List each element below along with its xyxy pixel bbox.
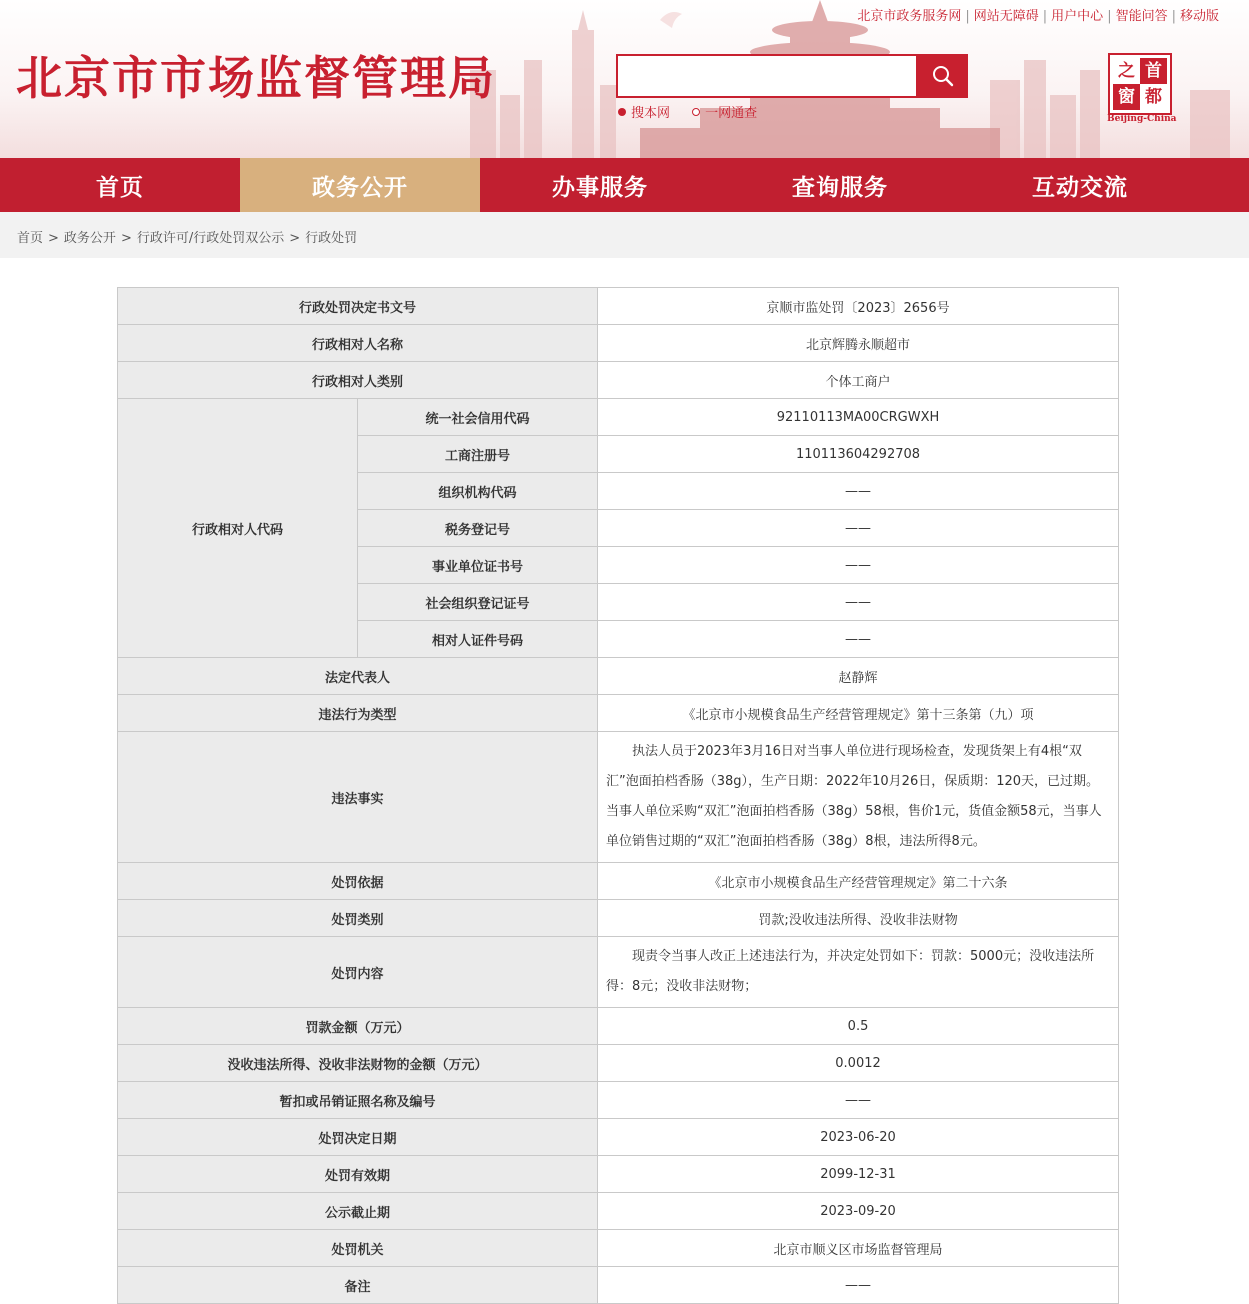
field-label: 处罚机关 [118,1230,598,1267]
table-row [118,399,1119,436]
top-link-accessibility[interactable]: 网站无障碍 [973,9,1039,24]
seal-char: 都 [1145,86,1162,107]
table-row [118,863,1119,900]
field-label: 备注 [118,1267,598,1304]
top-link-mobile[interactable]: 移动版 [1179,9,1219,24]
capital-window-seal-logo[interactable] [1108,53,1172,115]
field-label: 处罚内容 [118,937,598,1008]
field-value-id-no: —— [598,621,1119,658]
field-label: 行政相对人名称 [118,325,598,362]
top-links: 北京市政务服务网 | 网站无障碍 | 用户中心 | 智能问答 | 移动版 [857,9,1219,24]
nav-query[interactable]: 查询服务 [792,174,888,201]
breadcrumb-gov-affairs[interactable]: 政务公开 [63,231,116,246]
field-label: 处罚依据 [118,863,598,900]
table-row [118,1082,1119,1119]
field-value-institution-no: —— [598,547,1119,584]
table-row [118,1193,1119,1230]
field-sublabel: 社会组织登记证号 [358,584,598,621]
breadcrumb-dual-publicity[interactable]: 行政许可/行政处罚双公示 [136,231,285,246]
field-sublabel: 工商注册号 [358,436,598,473]
top-link-user-center[interactable]: 用户中心 [1051,9,1104,24]
table-row [118,1230,1119,1267]
nav-gov-affairs[interactable]: 政务公开 [240,158,480,212]
table-row [118,732,1119,863]
field-value-org-code: —— [598,473,1119,510]
field-label: 行政处罚决定书文号 [118,288,598,325]
field-value-credit-code: 92110113MA00CRGWXH [598,399,1119,436]
nav-home[interactable]: 首页 [96,174,144,201]
field-value-party-name: 北京辉腾永顺超市 [598,325,1119,362]
search-input[interactable] [618,56,916,96]
field-sublabel: 相对人证件号码 [358,621,598,658]
field-label: 处罚有效期 [118,1156,598,1193]
field-sublabel: 税务登记号 [358,510,598,547]
radio-unselected-icon [692,108,700,116]
field-value-reg-no: 110113604292708 [598,436,1119,473]
field-label-party-code: 行政相对人代码 [118,399,358,658]
table-row [118,658,1119,695]
breadcrumb-separator-icon: > [120,231,132,246]
breadcrumb-penalty[interactable]: 行政处罚 [305,231,358,246]
breadcrumb-bar [0,212,1249,258]
field-value-decision-date: 2023-06-20 [598,1119,1119,1156]
table-row [118,695,1119,732]
field-value-social-org-no: —— [598,584,1119,621]
field-sublabel: 组织机构代码 [358,473,598,510]
field-label: 法定代表人 [118,658,598,695]
field-value-valid-until: 2099-12-31 [598,1156,1119,1193]
field-sublabel: 事业单位证书号 [358,547,598,584]
field-value-party-type: 个体工商户 [598,362,1119,399]
field-value-publicity-end: 2023-09-20 [598,1193,1119,1230]
nav-interaction[interactable]: 互动交流 [1032,174,1128,201]
site-header [0,0,1249,158]
table-row [118,1156,1119,1193]
search-scope-site[interactable]: 搜本网 [618,102,670,121]
search-scope-all[interactable]: 一网通查 [692,102,757,121]
breadcrumb-separator-icon: > [289,231,301,246]
breadcrumb-separator-icon: > [48,231,59,246]
field-value-remarks: —— [598,1267,1119,1304]
table-row [118,288,1119,325]
field-value-tax-no: —— [598,510,1119,547]
table-row [118,362,1119,399]
field-value-doc-no: 京顺市监处罚〔2023〕2656号 [598,288,1119,325]
table-row [118,1267,1119,1304]
seal-char: 窗 [1113,84,1140,110]
table-row [118,937,1119,1008]
search-button[interactable] [918,54,968,98]
field-value-confiscated: 0.0012 [598,1045,1119,1082]
nav-services[interactable]: 办事服务 [552,174,648,201]
table-row [118,1119,1119,1156]
search-scope-options [618,102,775,121]
radio-selected-icon [618,108,626,116]
field-label: 没收违法所得、没收非法财物的金额（万元） [118,1045,598,1082]
penalty-detail-table [117,287,1119,1304]
table-row [118,325,1119,362]
search-icon [932,65,954,87]
field-label: 暂扣或吊销证照名称及编号 [118,1082,598,1119]
field-label: 违法事实 [118,732,598,863]
table-row [118,1008,1119,1045]
field-value-authority: 北京市顺义区市场监督管理局 [598,1230,1119,1267]
field-label: 行政相对人类别 [118,362,598,399]
field-value-penalty-type: 罚款;没收违法所得、没收非法财物 [598,900,1119,937]
field-label: 违法行为类型 [118,695,598,732]
seal-char: 之 [1118,60,1135,81]
breadcrumb-home[interactable]: 首页 [17,231,44,246]
site-title[interactable]: 北京市市场监督管理局 [16,51,496,105]
top-link-smart-qa[interactable]: 智能问答 [1115,9,1168,24]
field-value-fine: 0.5 [598,1008,1119,1045]
field-sublabel: 统一社会信用代码 [358,399,598,436]
field-value-license: —— [598,1082,1119,1119]
seal-char: 首 [1140,58,1167,84]
search-box [616,54,918,98]
main-nav [0,158,1249,212]
field-label: 公示截止期 [118,1193,598,1230]
top-link-gov-service[interactable]: 北京市政务服务网 [857,9,962,24]
breadcrumb [17,227,357,246]
field-value-violation-type: 《北京市小规模食品生产经营管理规定》第十三条第（九）项 [598,695,1119,732]
field-label: 处罚决定日期 [118,1119,598,1156]
field-label: 处罚类别 [118,900,598,937]
seal-caption: Beijing-China [1107,114,1177,124]
field-value-penalty-content: 现责令当事人改正上述违法行为，并决定处罚如下：罚款：5000元；没收违法所得：8元；没收非法财物； [598,937,1119,1008]
table-row [118,900,1119,937]
field-value-facts: 执法人员于2023年3月16日对当事人单位进行现场检查，发现货架上有4根“双汇”泡面拍档香肠（38g），生产日期：2022年10月26日，保质期：120天，已过期。当事人单位采购“双汇”泡面拍档香肠（38g）58根，售价1元，货值金额58元，当事人单位销售过期的“双汇”泡面拍档香肠（38g）8根，违法所得8元。 [598,732,1119,863]
table-row [118,1045,1119,1082]
field-value-legal-rep: 赵静辉 [598,658,1119,695]
field-value-basis: 《北京市小规模食品生产经营管理规定》第二十六条 [598,863,1119,900]
field-label: 罚款金额（万元） [118,1008,598,1045]
